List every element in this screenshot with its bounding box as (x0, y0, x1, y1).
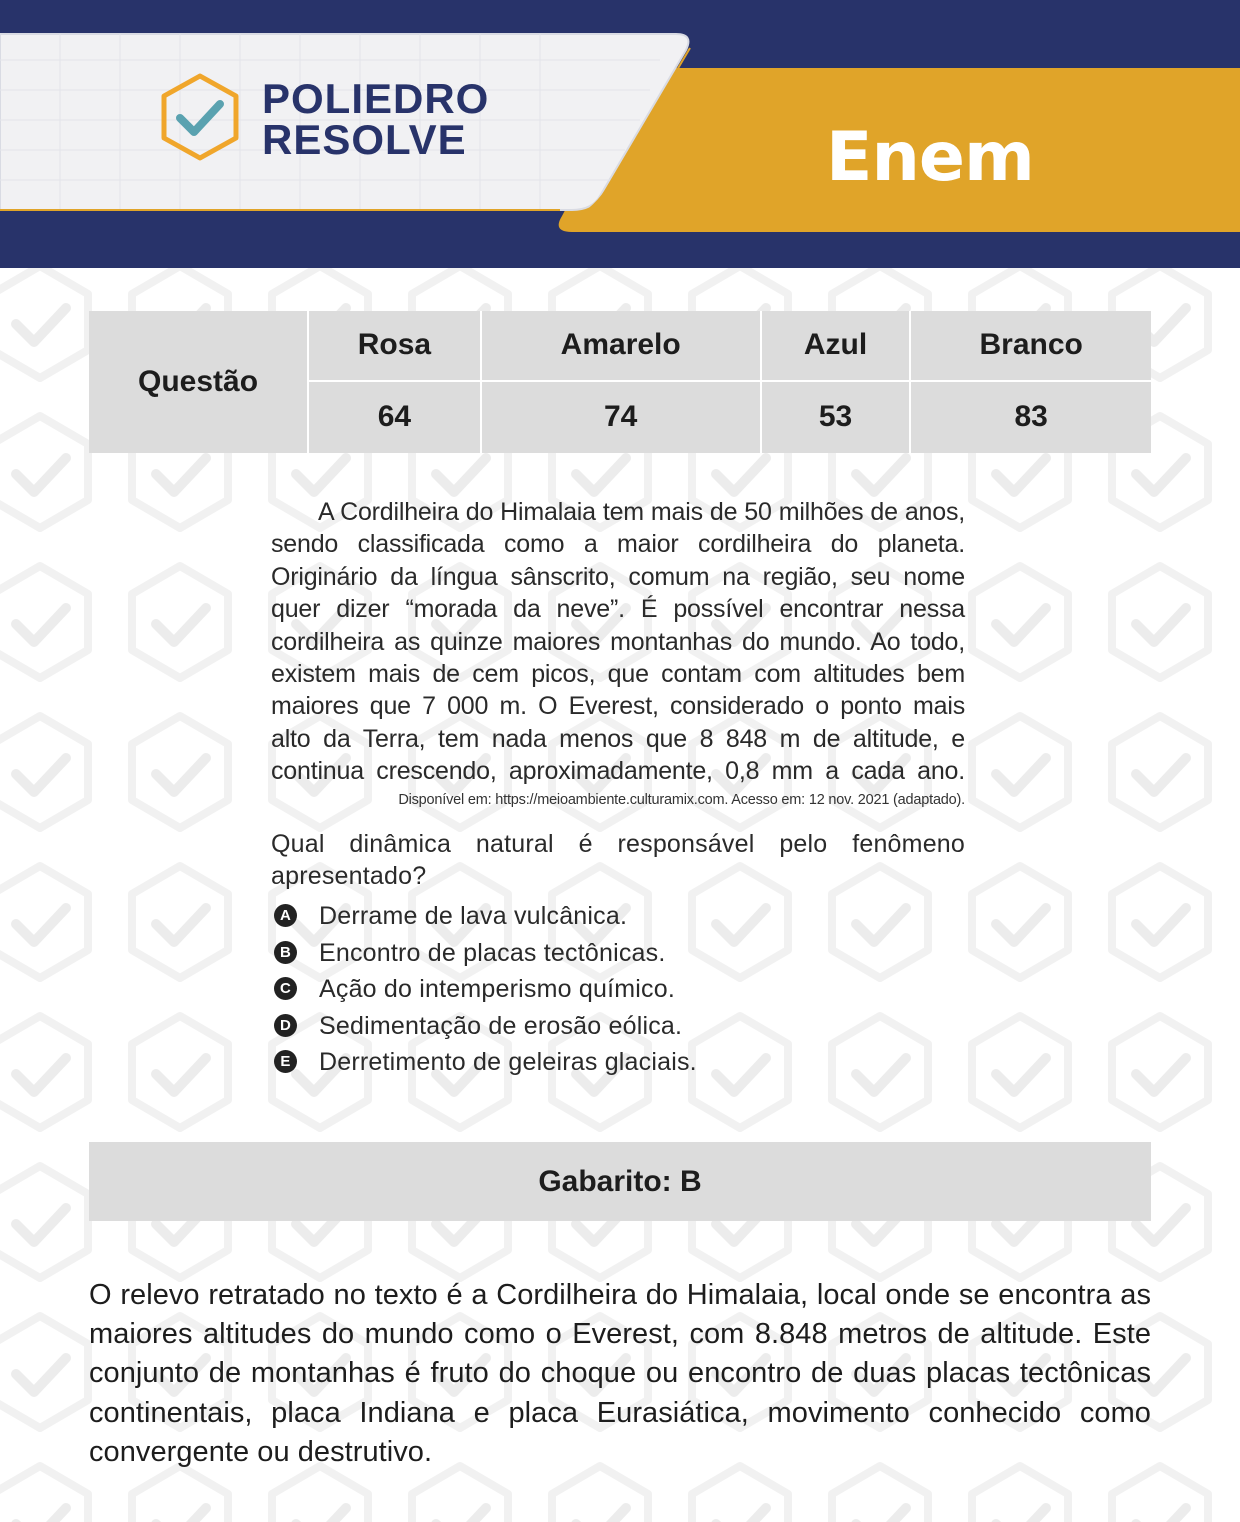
option-d (271, 1008, 965, 1044)
page-header (0, 0, 1240, 268)
logo-text-line1: POLIEDRO (262, 75, 490, 122)
column-header-branco: Branco (909, 311, 1151, 380)
option-letter-badge: A (274, 904, 297, 927)
logo-text-line2: RESOLVE (262, 116, 467, 163)
exam-title: Enem (826, 118, 1034, 197)
question-number-rosa: 64 (307, 380, 480, 453)
question-number-amarelo: 74 (480, 380, 760, 453)
option-b (271, 935, 965, 971)
option-e (271, 1044, 965, 1080)
option-letter-badge: B (274, 941, 297, 964)
question-passage: A Cordilheira do Himalaia tem mais de 50 milhões de anos, sendo classificada como a maior cordilheira do planeta. Originário da língua sânscrito, comum na região, seu nome quer dizer “morada da neve”. É possível encontrar nessa cordilheira as quinze maiores montanhas do mundo. Ao todo, existem mais de cem picos, que contam com altitudes bem maiores que 7 000 m. O Everest, considerado o ponto mais alto da Terra, tem nada menos que 8 848 m de altitude, e continua crescendo, aproximadamente, 0,8 mm a cada ano. (271, 498, 965, 786)
option-a (271, 898, 965, 934)
poliedro-logo (158, 72, 498, 172)
option-text: Derretimento de geleiras glaciais. (319, 1048, 697, 1077)
column-header-rosa: Rosa (307, 311, 480, 380)
question-label: Questão (89, 311, 307, 453)
passage-source: Disponível em: https://meioambiente.culturamix.com. Acesso em: 12 nov. 2021 (adaptado). (398, 791, 965, 808)
answer-explanation: O relevo retratado no texto é a Cordilheira do Himalaia, local onde se encontra as maiores altitudes do mundo como o Everest, com 8.848 metros de altitude. Este conjunto de montanhas é fruto do choque ou encontro de duas placas tectônicas continentais, placa Indiana e placa Eurasiática, movimento conhecido como convergente ou destrutivo. (89, 1279, 1151, 1468)
option-text: Encontro de placas tectônicas. (319, 938, 666, 967)
answer-key-bar (89, 1142, 1151, 1221)
column-header-amarelo: Amarelo (480, 311, 760, 380)
question-number-azul: 53 (760, 380, 910, 453)
option-c (271, 971, 965, 1007)
option-letter-badge: E (274, 1050, 297, 1073)
option-letter-badge: C (274, 977, 297, 1000)
question-prompt: Qual dinâmica natural é responsável pelo fenômeno apresentado? (271, 829, 965, 891)
answer-options (271, 898, 965, 1080)
option-letter-badge: D (274, 1014, 297, 1037)
option-text: Sedimentação de erosão eólica. (319, 1011, 683, 1040)
option-text: Derrame de lava vulcânica. (319, 902, 628, 931)
option-text: Ação do intemperismo químico. (319, 975, 675, 1004)
hexagon-check-icon (158, 72, 242, 162)
column-header-azul: Azul (760, 311, 910, 380)
question-number-branco: 83 (909, 380, 1151, 453)
question-body (271, 496, 965, 1080)
question-number-table (89, 311, 1151, 453)
answer-key-label: Gabarito: B (538, 1164, 702, 1198)
